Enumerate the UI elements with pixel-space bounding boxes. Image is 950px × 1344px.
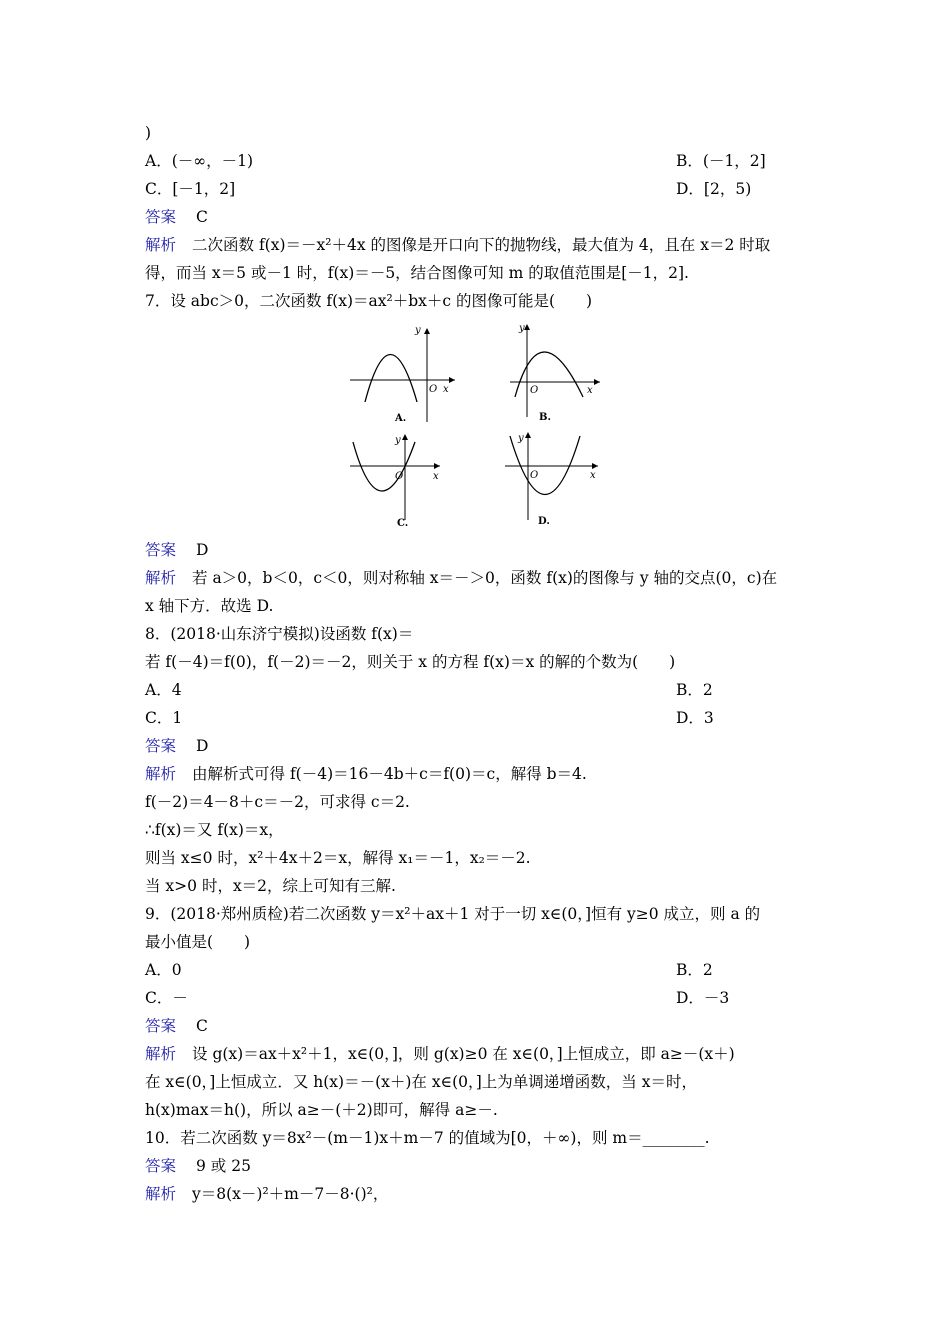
analysis-line	[145, 1044, 735, 1064]
origin-label: O	[530, 385, 539, 396]
origin-label: O	[429, 384, 438, 395]
option-row	[145, 988, 730, 1008]
analysis-line	[145, 764, 587, 784]
graph-label: C.	[397, 518, 409, 529]
graph-c	[345, 430, 445, 530]
answer-value: D	[196, 737, 209, 755]
origin-label: O	[395, 471, 404, 482]
graph-label: A.	[395, 413, 407, 424]
answer-value: 9 或 25	[196, 1157, 251, 1175]
option-c: C．－	[145, 989, 188, 1007]
analysis-line	[145, 235, 770, 255]
answer-line	[145, 540, 208, 560]
graph-a	[345, 322, 460, 427]
answer-line	[145, 207, 208, 227]
origin-label: O	[530, 470, 539, 481]
answer-line	[145, 736, 208, 756]
text-line: )	[145, 124, 152, 142]
graph-d	[500, 428, 605, 528]
x-axis-label: x	[443, 384, 449, 395]
x-axis-label: x	[590, 470, 596, 481]
text-line: 当 x>0 时，x＝2，综上可知有三解.	[145, 877, 396, 895]
option-d: D．3	[676, 709, 714, 727]
text-line: x 轴下方．故选 D.	[145, 597, 274, 615]
analysis-text: y＝8(x－)²＋m－7－8·()²，	[192, 1185, 389, 1203]
option-row	[145, 708, 714, 728]
text-line: 若 f(－4)＝f(0)，f(－2)＝－2，则关于 x 的方程 f(x)＝x 的解的个数为( )	[145, 653, 676, 671]
option-b: B．2	[676, 961, 713, 979]
text-line: 在 x∈(0，]上恒成立．又 h(x)＝－(x＋)在 x∈(0，]上为单调递增函数，当 x＝时，	[145, 1073, 697, 1091]
answer-value: D	[196, 541, 209, 559]
question-7: 7．设 abc＞0，二次函数 f(x)＝ax²＋bx＋c 的图像可能是( )	[145, 292, 593, 310]
option-a: A．(－∞，－1)	[145, 152, 254, 170]
text-line: 得，而当 x＝5 或－1 时，f(x)＝－5，结合图像可知 m 的取值范围是[－1，2].	[145, 264, 689, 282]
question-10: 10．若二次函数 y＝8x²－(m－1)x＋m－7 的值域为[0，＋∞)，则 m＝________.	[145, 1129, 710, 1147]
y-axis-label: y	[415, 325, 421, 336]
answer-value: C	[196, 208, 208, 226]
answer-tag: 答案	[145, 1157, 177, 1175]
graph-label: B.	[539, 412, 551, 423]
graph-label: D.	[538, 516, 550, 527]
option-b: B．2	[676, 681, 713, 699]
option-d: D．[2，5)	[676, 180, 752, 198]
option-row	[145, 960, 713, 980]
text-line: f(－2)＝4－8＋c＝－2，可求得 c＝2.	[145, 793, 410, 811]
analysis-tag: 解析	[145, 1185, 177, 1203]
answer-tag: 答案	[145, 208, 177, 226]
graph-d-figure	[500, 428, 605, 528]
text-line: 则当 x≤0 时，x²＋4x＋2＝x，解得 x₁＝－1，x₂＝－2.	[145, 849, 531, 867]
analysis-text: 二次函数 f(x)＝－x²＋4x 的图像是开口向下的抛物线，最大值为 4，且在 x＝2 时取	[192, 236, 771, 254]
option-row	[145, 680, 713, 700]
question-8: 8．(2018·山东济宁模拟)设函数 f(x)＝	[145, 625, 414, 643]
option-c: C．[－1，2]	[145, 180, 236, 198]
option-row	[145, 179, 752, 199]
answer-line	[145, 1016, 208, 1036]
question-9: 9．(2018·郑州质检)若二次函数 y＝x²＋ax＋1 对于一切 x∈(0，]恒有 y≥0 成立，则 a 的	[145, 905, 761, 923]
option-b: B．(－1，2]	[676, 152, 766, 170]
answer-tag: 答案	[145, 1017, 177, 1035]
analysis-text: 由解析式可得 f(－4)＝16－4b＋c＝f(0)＝c，解得 b＝4.	[192, 765, 587, 783]
x-axis-label: x	[587, 385, 593, 396]
text-line: h(x)max＝h()，所以 a≥－(＋2)即可，解得 a≥－.	[145, 1101, 498, 1119]
analysis-tag: 解析	[145, 236, 177, 254]
y-axis-label: y	[395, 435, 401, 446]
x-axis-label: x	[433, 471, 439, 482]
analysis-tag: 解析	[145, 1045, 177, 1063]
y-axis-label: y	[518, 433, 524, 444]
text-line: ∴f(x)＝又 f(x)＝x，	[145, 821, 284, 839]
graph-a-figure	[345, 322, 460, 427]
analysis-line	[145, 568, 777, 588]
option-a: A．0	[145, 961, 182, 979]
y-axis-label: y	[519, 323, 525, 334]
option-c: C．1	[145, 709, 183, 727]
graph-b	[505, 322, 605, 427]
option-d: D．－3	[676, 989, 730, 1007]
answer-line	[145, 1156, 251, 1176]
text-line: 最小值是( )	[145, 933, 251, 951]
option-row	[145, 151, 766, 171]
graph-c-figure	[345, 430, 445, 530]
analysis-text: 设 g(x)＝ax＋x²＋1，x∈(0，]，则 g(x)≥0 在 x∈(0，]上恒成立，即 a≥－(x＋)	[192, 1045, 735, 1063]
analysis-tag: 解析	[145, 569, 177, 587]
answer-tag: 答案	[145, 737, 177, 755]
analysis-text: 若 a＞0，b＜0，c＜0，则对称轴 x＝－＞0，函数 f(x)的图像与 y 轴的交点(0，c)在	[192, 569, 778, 587]
graph-b-figure	[505, 322, 605, 427]
answer-value: C	[196, 1017, 208, 1035]
analysis-line	[145, 1184, 388, 1204]
analysis-tag: 解析	[145, 765, 177, 783]
answer-tag: 答案	[145, 541, 177, 559]
option-a: A．4	[145, 681, 182, 699]
